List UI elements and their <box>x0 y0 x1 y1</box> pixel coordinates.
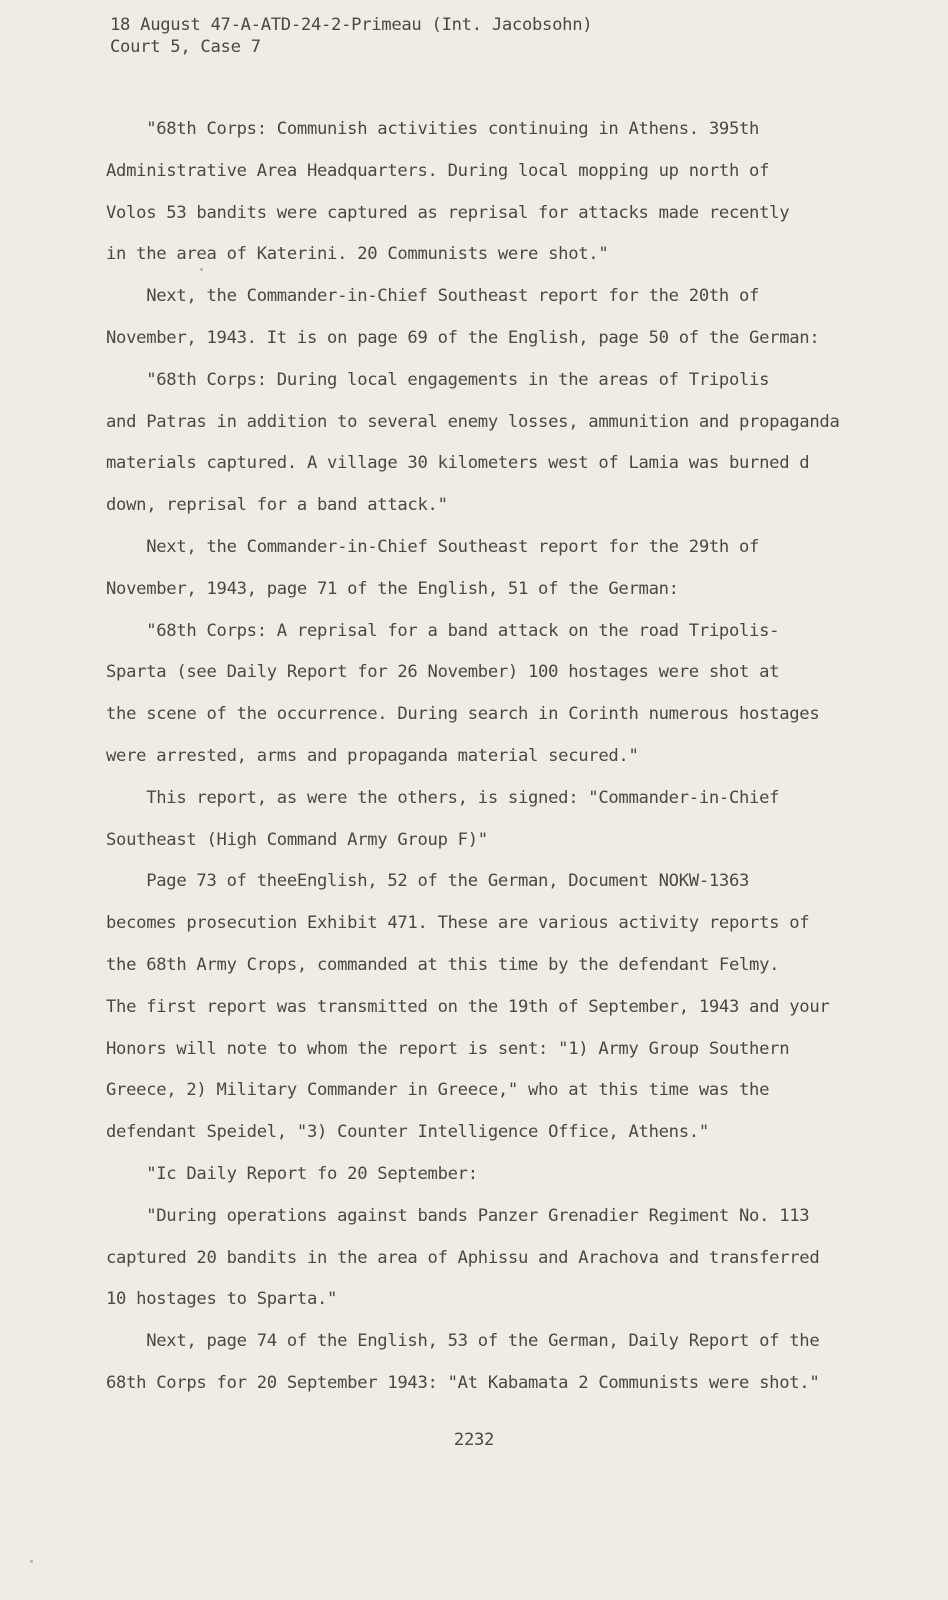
transcript-line: were arrested, arms and propaganda material secured." <box>106 745 639 766</box>
transcript-line: The first report was transmitted on the 19th of September, 1943 and your <box>106 996 830 1017</box>
transcript-line: "68th Corps: A reprisal for a band attack on the road Tripolis- <box>106 620 780 641</box>
transcript-line: Honors will note to whom the report is sent: "1) Army Group Southern <box>106 1038 790 1059</box>
transcript-line: Southeast (High Command Army Group F)" <box>106 829 488 850</box>
transcript-line: materials captured. A village 30 kilometers west of Lamia was burned d <box>106 453 810 474</box>
transcript-line: Next, the Commander-in-Chief Southeast report for the 20th of <box>106 286 760 307</box>
transcript-line: 10 hostages to Sparta." <box>106 1289 338 1310</box>
scan-speck <box>30 1560 33 1563</box>
document-header <box>110 14 592 58</box>
transcript-line: Page 73 of theeEnglish, 52 of the German, Document NOKW-1363 <box>106 871 750 892</box>
transcript-line: in the area of Katerini. 20 Communists were shot." <box>106 244 609 265</box>
transcript-line: the scene of the occurrence. During search in Corinth numerous hostages <box>106 704 820 725</box>
transcript-line: the 68th Army Crops, commanded at this time by the defendant Felmy. <box>106 954 780 975</box>
transcript-line: Sparta (see Daily Report for 26 November) 100 hostages were shot at <box>106 662 780 683</box>
transcript-line: captured 20 bandits in the area of Aphissu and Arachova and transferred <box>106 1247 820 1268</box>
transcript-line: This report, as were the others, is signed: "Commander-in-Chief <box>106 787 780 808</box>
transcript-line: "During operations against bands Panzer Grenadier Regiment No. 113 <box>106 1205 810 1226</box>
page-number: 2232 <box>453 1430 495 1450</box>
transcript-line: November, 1943. It is on page 69 of the English, page 50 of the German: <box>106 327 820 348</box>
transcript-line: Next, the Commander-in-Chief Southeast report for the 29th of <box>106 536 760 557</box>
header-line-date-reference: 18 August 47-A-ATD-24-2-Primeau (Int. Jacobsohn) <box>110 15 593 35</box>
transcript-line: Greece, 2) Military Commander in Greece," who at this time was the <box>106 1080 770 1101</box>
transcript-line: Administrative Area Headquarters. During local mopping up north of <box>106 160 770 181</box>
transcript-line: "Ic Daily Report fo 20 September: <box>106 1163 478 1184</box>
transcript-body <box>106 109 866 1405</box>
transcript-line: November, 1943, page 71 of the English, 51 of the German: <box>106 578 679 599</box>
transcript-line: and Patras in addition to several enemy losses, ammunition and propaganda <box>106 411 840 432</box>
header-line-court-case: Court 5, Case 7 <box>110 37 261 57</box>
transcript-line: becomes prosecution Exhibit 471. These are various activity reports of <box>106 913 810 934</box>
transcript-line: "68th Corps: Communish activities continuing in Athens. 395th <box>106 119 760 139</box>
transcript-line: 68th Corps for 20 September 1943: "At Kabamata 2 Communists were shot." <box>106 1372 820 1393</box>
transcript-line: defendant Speidel, "3) Counter Intelligence Office, Athens." <box>106 1122 709 1143</box>
transcript-line: down, reprisal for a band attack." <box>106 495 448 516</box>
scan-speck <box>200 268 203 271</box>
transcript-line: Volos 53 bandits were captured as reprisal for attacks made recently <box>106 202 790 223</box>
transcript-line: Next, page 74 of the English, 53 of the German, Daily Report of the <box>106 1331 820 1352</box>
transcript-line: "68th Corps: During local engagements in the areas of Tripolis <box>106 369 770 390</box>
